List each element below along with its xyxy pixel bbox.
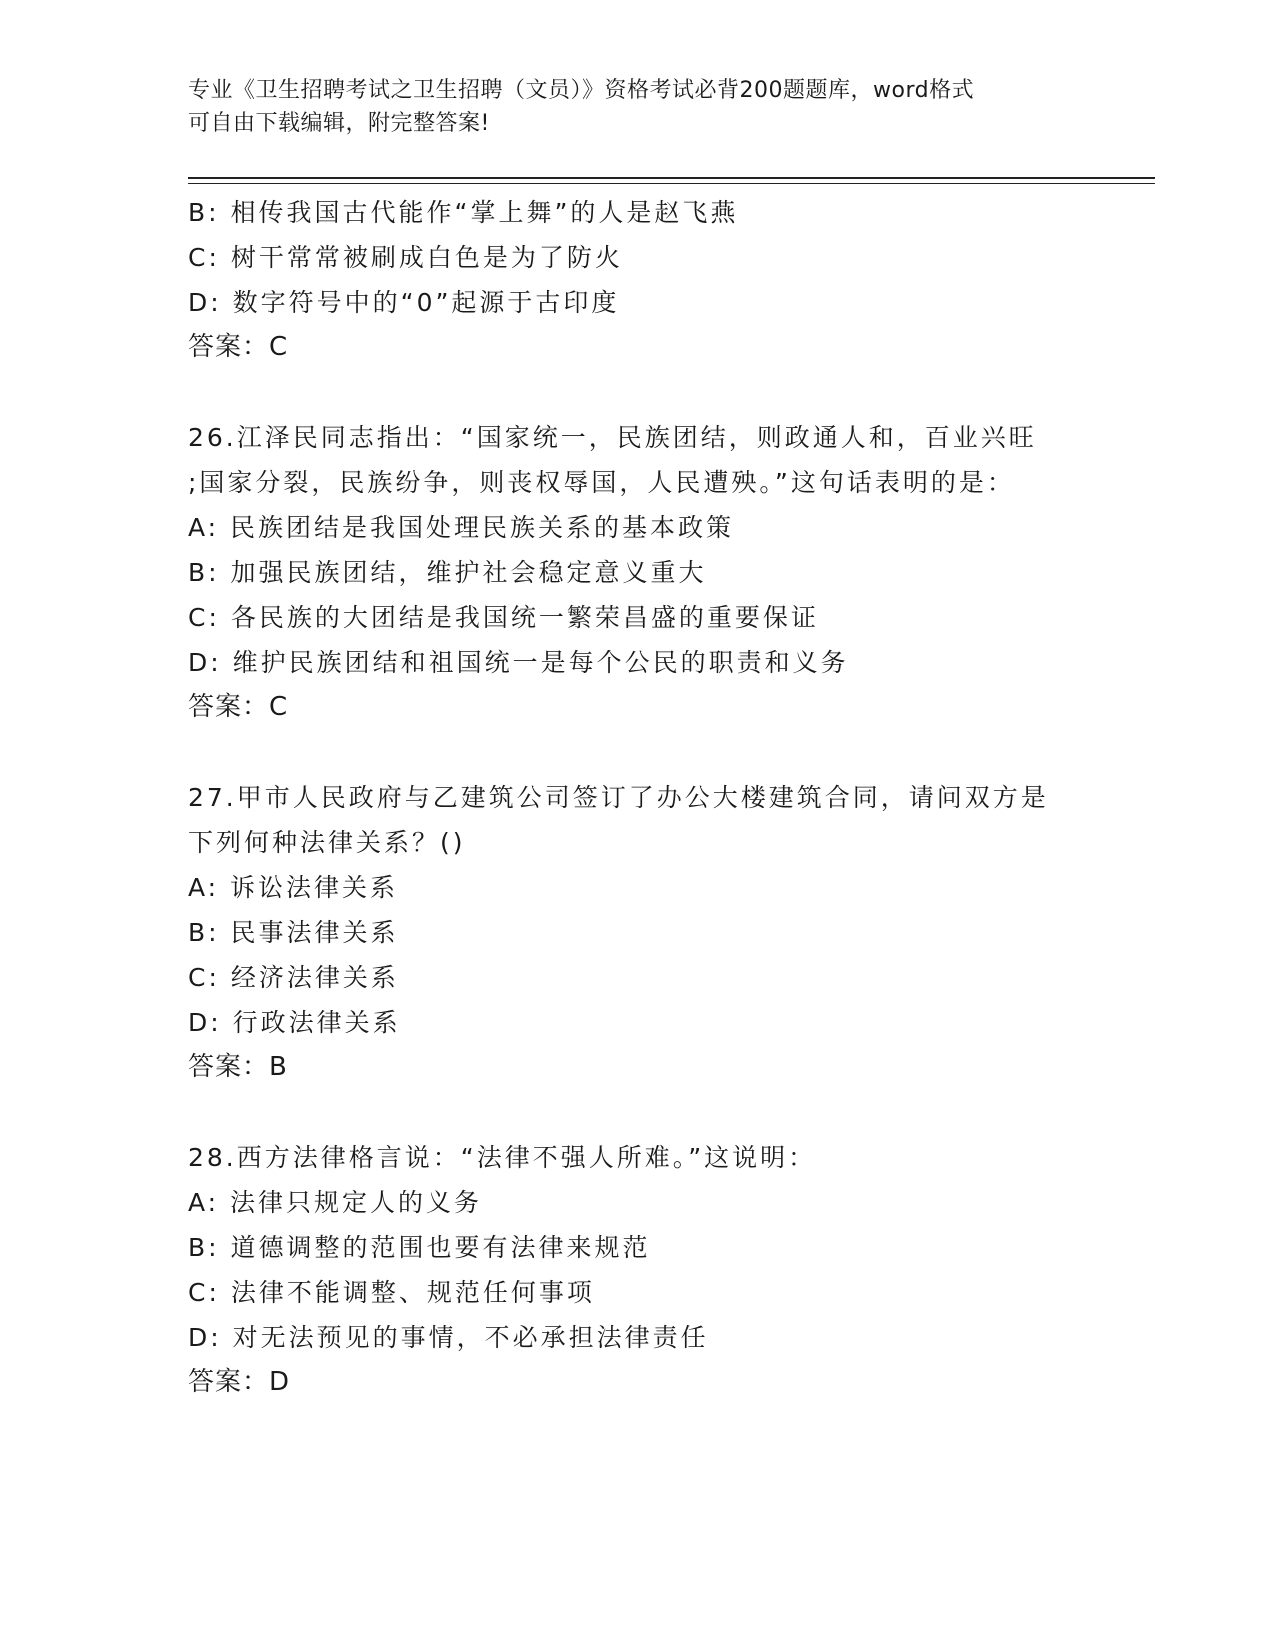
question-25-continued	[188, 190, 1088, 370]
answer-line: 答案：C	[188, 692, 289, 722]
option-d: D: 行政法律关系	[188, 1008, 401, 1037]
spacer	[188, 370, 1088, 415]
option-b: B: 相传我国古代能作“掌上舞”的人是赵飞燕	[188, 198, 739, 227]
option-c: C: 树干常常被刷成白色是为了防火	[188, 243, 623, 272]
header-line-2: 可自由下载编辑，附完整答案!	[188, 111, 490, 136]
option-d: D: 对无法预见的事情，不必承担法律责任	[188, 1323, 709, 1352]
question-stem-line: 28.西方法律格言说：“法律不强人所难。”这说明：	[188, 1143, 817, 1172]
option-a: A: 民族团结是我国处理民族关系的基本政策	[188, 513, 735, 542]
spacer	[188, 730, 1088, 775]
header-line-1: 专业《卫生招聘考试之卫生招聘（文员）》资格考试必背200题题库，word格式	[188, 78, 975, 103]
option-b: B: 道德调整的范围也要有法律来规范	[188, 1233, 651, 1262]
answer-line: 答案：B	[188, 1052, 288, 1082]
option-b: B: 民事法律关系	[188, 918, 399, 947]
question-stem-line: 26.江泽民同志指出：“国家统一，民族团结，则政通人和，百业兴旺	[188, 423, 1037, 452]
answer-line: 答案：D	[188, 1367, 291, 1397]
option-c: C: 法律不能调整、规范任何事项	[188, 1278, 595, 1307]
option-b: B: 加强民族团结，维护社会稳定意义重大	[188, 558, 707, 587]
question-stem-line: 27.甲市人民政府与乙建筑公司签订了办公大楼建筑合同，请问双方是	[188, 783, 1049, 812]
question-stem-line: ;国家分裂，民族纷争，则丧权辱国，人民遭殃。”这句话表明的是：	[188, 468, 1015, 497]
question-26	[188, 415, 1088, 730]
option-c: C: 各民族的大团结是我国统一繁荣昌盛的重要保证	[188, 603, 819, 632]
document-header	[188, 74, 1088, 140]
question-stem-line: 下列何种法律关系？()	[188, 828, 466, 857]
option-d: D: 数字符号中的“0”起源于古印度	[188, 288, 620, 317]
option-a: A: 诉讼法律关系	[188, 873, 399, 902]
header-divider	[188, 177, 1155, 184]
option-c: C: 经济法律关系	[188, 963, 399, 992]
question-27	[188, 775, 1088, 1090]
option-d: D: 维护民族团结和祖国统一是每个公民的职责和义务	[188, 648, 849, 677]
document-body	[188, 190, 1088, 1405]
question-28	[188, 1135, 1088, 1405]
answer-line: 答案：C	[188, 332, 289, 362]
option-a: A: 法律只规定人的义务	[188, 1188, 483, 1217]
spacer	[188, 1090, 1088, 1135]
